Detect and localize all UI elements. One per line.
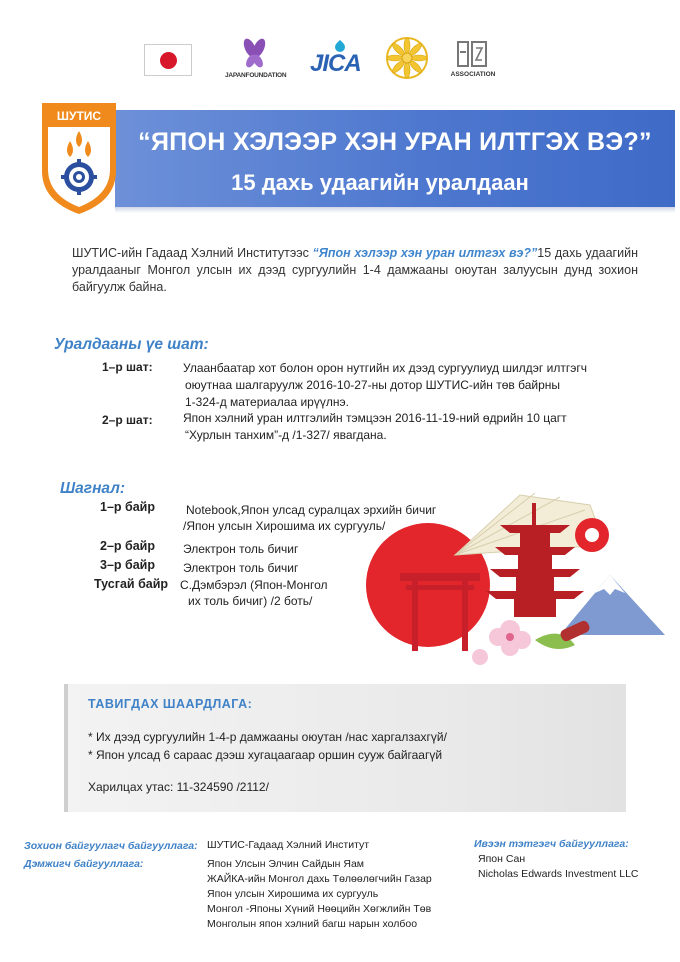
stage-2-label: 2–р шат: xyxy=(102,413,153,427)
page-subtitle: 15 дахь удаагийн уралдаан xyxy=(231,170,529,195)
sponsors-list xyxy=(478,852,639,882)
prize-special-label: Тусгай байр xyxy=(94,577,169,591)
sponsor-item: Nicholas Edwards Investment LLC xyxy=(478,868,639,880)
embassy-emblem-logo xyxy=(385,36,429,80)
prize-2-label: 2–р байр xyxy=(100,539,156,553)
prize-1-line: /Япон улсын Хирошима их сургууль/ xyxy=(183,519,386,533)
stage-1-line: оюутнаа шалгаруулж 2016-10-27-ны дотор ШУТИС-ийн төв байрны xyxy=(185,378,561,392)
organizer-value: ШУТИС-Гадаад Хэлний Институт xyxy=(207,839,370,851)
intro-text-1: ШУТИС-ийн Гадаад Хэлний Институтээс xyxy=(72,246,313,260)
university-shield-logo xyxy=(40,101,118,216)
pagoda-fan-illustration-icon xyxy=(360,485,670,675)
prize-1-label: 1–р байр xyxy=(100,500,156,514)
intro-text-2: 15 дахь удаагийн уралдааныг Монгол улсын их дээд сургуулийн 1-4 дамжааны оюутан залуусын дунд зохион байгуулж байна. xyxy=(72,246,638,294)
japan-foundation-icon xyxy=(225,36,283,72)
prize-2-text: Электрон толь бичиг xyxy=(183,542,299,556)
stage-2-text xyxy=(183,410,623,444)
association-mark-icon xyxy=(450,38,496,70)
stages-heading: Уралдааны үе шат: xyxy=(54,336,209,353)
requirements-title: ТАВИГДАХ ШААРДЛАГА: xyxy=(88,697,253,711)
shield-icon xyxy=(40,101,118,216)
supporters-list xyxy=(207,857,432,932)
supporter-item: Монголын япон хэлний багш нарын холбоо xyxy=(207,918,418,930)
supporter-item: ЖАЙКА-ийн Монгол дахь Төлөөлөгчийн Газар xyxy=(207,873,432,885)
stage-1-line: 1-324-д материалаа ирүүлнэ. xyxy=(185,395,349,409)
prize-3-label: 3–р байр xyxy=(100,558,156,572)
prize-special-text xyxy=(180,577,328,609)
sponsors-label: Ивээн тэтгэгч байгууллага: xyxy=(474,838,629,850)
prize-3-text: Электрон толь бичиг xyxy=(183,561,299,575)
intro-paragraph xyxy=(72,245,638,296)
association-logo xyxy=(450,38,496,82)
stage-1-line: Улаанбаатар хот болон орон нутгийн их дээд сургуулиуд шилдэг илтгэгч xyxy=(183,361,587,375)
contact-phone: Харилцах утас: 11-324590 /2112/ xyxy=(88,780,269,794)
supporters-label: Дэмжигч байгууллага: xyxy=(24,858,144,870)
chrysanthemum-emblem-icon xyxy=(385,36,429,80)
prize-special-line: С.Дэмбэрэл (Япон-Монгол xyxy=(180,578,328,592)
japan-foundation-logo xyxy=(225,36,287,82)
stage-1-text xyxy=(183,360,623,411)
sponsor-item: Япон Сан xyxy=(478,853,526,865)
shield-label: ШУТИС xyxy=(56,109,102,123)
prizes-heading: Шагнал: xyxy=(60,480,126,497)
intro-highlight: “Япон хэлээр хэн уран илтгэх вэ?” xyxy=(312,246,538,260)
stage-1-label: 1–р шат: xyxy=(102,360,153,374)
japan-foundation-caption: JAPANFOUNDATION xyxy=(225,72,287,79)
page-title: “ЯПОН ХЭЛЭЭР ХЭН УРАН ИЛТГЭХ ВЭ?” xyxy=(138,128,652,156)
title-banner-shadow xyxy=(115,207,675,213)
supporter-item: Япон Улсын Элчин Сайдын Яам xyxy=(207,858,365,870)
prize-special-line: их толь бичиг) /2 боть/ xyxy=(188,594,313,608)
association-caption: ASSOCIATION xyxy=(450,71,496,78)
requirement-item: * Япон улсад 6 сараас дээш хугацаагаар оршин сууж байгаагүй xyxy=(88,748,443,762)
jica-logo xyxy=(310,38,362,77)
prize-1-line: Notebook,Япон улсад суралцах эрхийн бичиг xyxy=(186,503,437,517)
japan-flag-sun xyxy=(160,52,177,69)
supporter-item: Япон улсын Хирошима их сургууль xyxy=(207,888,379,900)
japan-illustration xyxy=(360,485,670,675)
japan-flag-logo xyxy=(144,44,192,76)
organizer-label: Зохион байгуулагч байгууллага: xyxy=(24,840,198,852)
supporter-item: Монгол -Японы Хүний Нөөцийн Хөгжлийн Төв xyxy=(207,903,432,915)
requirement-item: * Их дээд сургуулийн 1-4-р дамжааны оюутан /нас харгалзахгүй/ xyxy=(88,730,447,744)
stage-2-line: “Хурлын танхим”-д /1-327/ явагдана. xyxy=(185,428,387,442)
stage-2-line: Япон хэлний уран илтгэлийн тэмцээн 2016-11-19-ний өдрийн 10 цагт xyxy=(183,411,567,425)
jica-wordmark: JICA xyxy=(310,50,361,77)
